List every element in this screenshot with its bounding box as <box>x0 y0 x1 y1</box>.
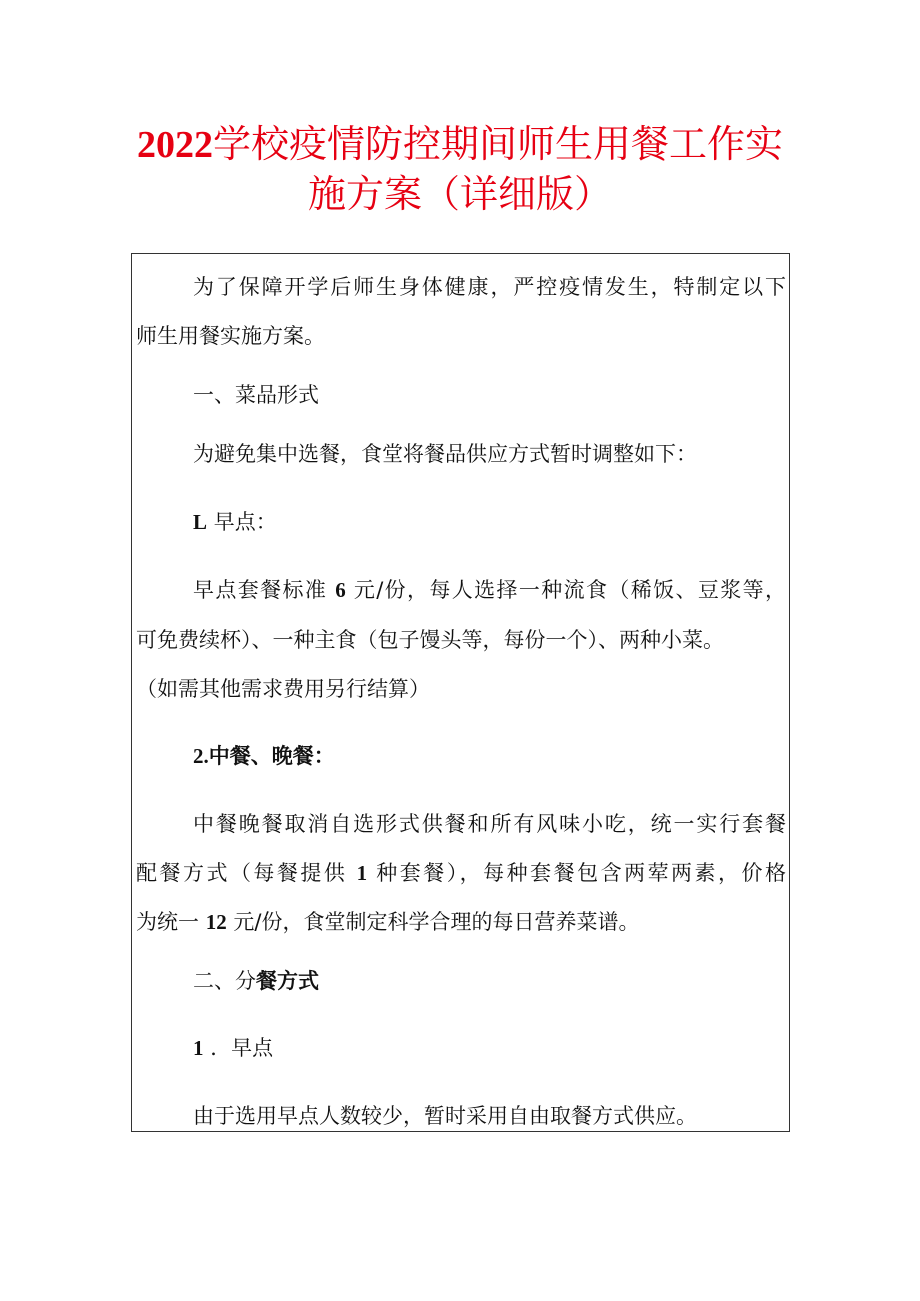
page-title-line-2: 施方案（详细版） <box>307 172 612 216</box>
lunch-line-3 <box>136 908 639 936</box>
breakfast-line-1 <box>193 576 786 604</box>
lunch-line-2 <box>136 859 786 887</box>
section-heading-2 <box>193 967 319 995</box>
section-1-lead: 为避免集中选餐，食堂将餐品供应方式暂时调整如下： <box>193 442 697 466</box>
section-heading-1: 一、菜品形式 <box>193 383 319 407</box>
breakfast-heading <box>193 508 277 536</box>
breakfast-line-1-b: 元/份，每人选择一种流食（稀饭、豆浆等， <box>353 578 787 602</box>
lunch-line-2-a: 配餐方式（每餐提供 <box>136 861 348 885</box>
lunch-line-3-b: 元/份，食堂制定科学合理的每日营养菜谱。 <box>233 910 640 934</box>
subheading-num: 1 <box>193 1036 204 1060</box>
page-title <box>60 120 860 169</box>
breakfast-line-1-a: 早点套餐标准 <box>193 578 328 602</box>
lunch-heading <box>193 742 335 770</box>
breakfast-heading-text: 早点： <box>213 510 277 534</box>
title-year: 2022 <box>136 124 213 166</box>
breakfast-heading-num: L <box>193 510 208 534</box>
breakfast-line-3: （如需其他需求费用另行结算） <box>136 677 430 701</box>
breakfast-price: 6 <box>335 578 346 602</box>
section-2-heading-a: 二、分 <box>193 969 256 993</box>
section-2-heading-b: 餐方式 <box>256 969 319 993</box>
lunch-heading-num: 2. <box>193 744 209 768</box>
breakfast-line-2: 可免费续杯）、一种主食（包子馒头等，每份一个）、两种小菜。 <box>136 628 724 652</box>
title-text-line-1: 学校疫情防控期间师生用餐工作实 <box>212 122 783 166</box>
lunch-price: 12 <box>205 910 227 934</box>
intro-line-1: 为了保障开学后师生身体健康，严控疫情发生，特制定以下 <box>193 275 786 299</box>
lunch-line-1: 中餐晚餐取消自选形式供餐和所有风味小吃，统一实行套餐 <box>193 812 786 836</box>
meal-count: 1 <box>356 861 368 885</box>
intro-line-2: 师生用餐实施方案。 <box>136 324 325 348</box>
subheading-breakfast <box>193 1034 273 1062</box>
breakfast-serving-note: 由于选用早点人数较少，暂时采用自由取餐方式供应。 <box>193 1104 697 1128</box>
lunch-line-2-b: 种套餐），每种套餐包含两荤两素，价格 <box>376 861 787 885</box>
lunch-heading-text: 中餐、晚餐： <box>208 744 335 768</box>
lunch-line-3-a: 为统一 <box>136 910 199 934</box>
subheading-text: ．早点 <box>210 1036 274 1060</box>
